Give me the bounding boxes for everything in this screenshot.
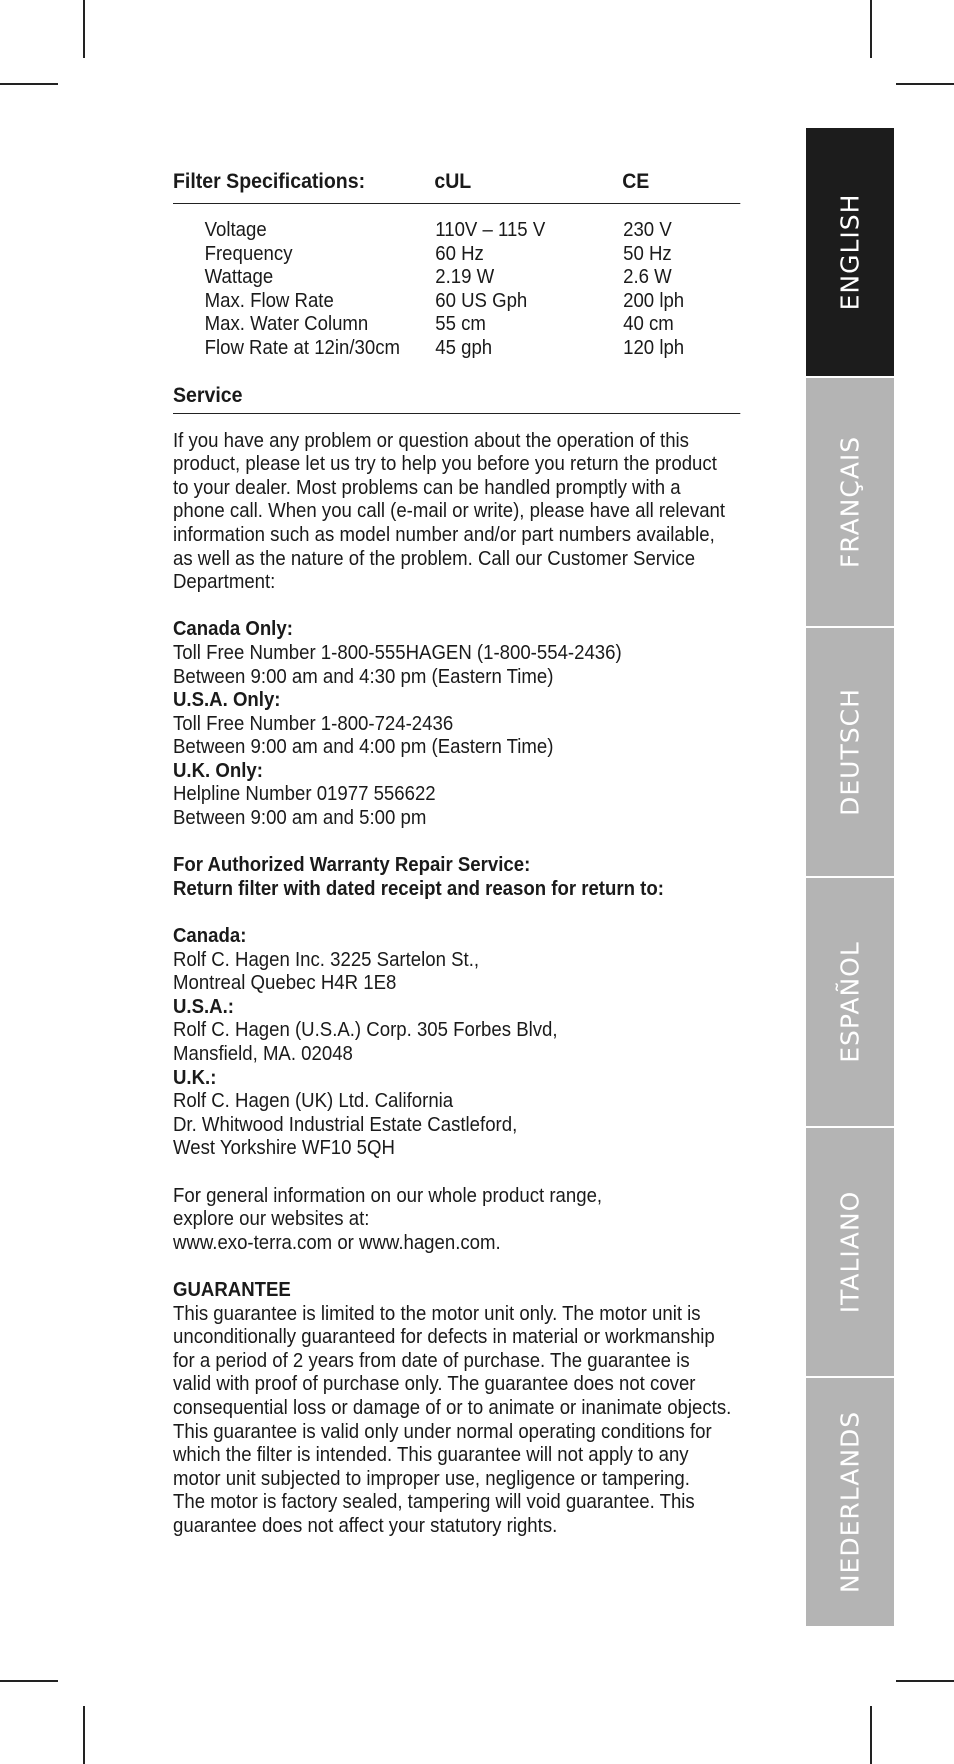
crop-mark-top-right-h <box>896 83 954 85</box>
tab-deutsch[interactable] <box>806 628 894 878</box>
spec-row <box>173 243 740 267</box>
canada-only-label: Canada Only: <box>173 618 293 641</box>
spec-ce-value: 50 Hz <box>623 242 672 265</box>
usa-contact: Toll Free Number 1-800-724-2436 Between 9:00 am and 4:00 pm (Eastern Time) <box>173 712 554 759</box>
spec-row <box>173 313 740 337</box>
spec-table <box>173 219 740 361</box>
spec-title: Filter Specifications: <box>173 170 366 193</box>
uk-address: Rolf C. Hagen (UK) Ltd. California Dr. Whitwood Industrial Estate Castleford, West Yorkshire WF10 5QH <box>173 1090 518 1160</box>
guarantee-text: This guarantee is limited to the motor unit only. The motor unit is unconditionally guaranteed for defects in material or workmanship for a period of 2 years from date of purchase. The guarantee is valid with proof of purchase only. The guarantee does not cover consequential loss or damage of or to animate or inanimate objects. This guarantee is valid only under normal operating conditions for which the filter is intended. This guarantee will not apply to any motor unit subjected to improper use, negligence or tampering. The motor is factory sealed, tampering will void guarantee. This guarantee does not affect your statutory rights. <box>173 1302 732 1537</box>
service-intro: If you have any problem or question about the operation of this product, please let us try to help you before you return the product to your dealer. Most problems can be handled promptly with a phone call. When you call (e-mail or write), please have all relevant information such as model number and/or part numbers available, as well as the nature of the problem. Call our Customer Service Department: <box>173 429 726 594</box>
tab-francais[interactable] <box>806 378 894 628</box>
spec-label: Max. Water Column <box>204 313 369 336</box>
spec-cul-value: 110V – 115 V <box>435 219 546 241</box>
spec-column-ce: CE <box>622 170 650 193</box>
service-title: Service <box>173 383 243 407</box>
canada-address: Rolf C. Hagen Inc. 3225 Sartelon St., Montreal Quebec H4R 1E8 <box>173 948 480 995</box>
spec-row <box>173 337 740 361</box>
spec-label: Max. Flow Rate <box>204 289 334 312</box>
tab-english[interactable] <box>806 128 894 378</box>
spec-label: Voltage <box>204 219 267 241</box>
spacer <box>173 1161 740 1185</box>
spacer <box>173 901 740 925</box>
usa-address-label: U.S.A.: <box>173 995 234 1018</box>
manual-page <box>173 170 740 1538</box>
spec-row <box>173 290 740 314</box>
spacer <box>173 595 740 619</box>
tab-label: ENGLISH <box>835 193 865 311</box>
canada-address-label: Canada: <box>173 925 247 948</box>
crop-mark-top-left-h <box>0 83 58 85</box>
spec-ce-value: 230 V <box>623 219 672 241</box>
spec-label: Wattage <box>204 266 274 289</box>
tab-label: NEDERLANDS <box>835 1410 865 1594</box>
spec-row <box>173 266 740 290</box>
crop-mark-bottom-left-h <box>0 1680 58 1682</box>
crop-mark-top-right-v <box>870 0 872 58</box>
spec-ce-value: 200 lph <box>623 289 685 312</box>
tab-label: FRANÇAIS <box>835 435 865 569</box>
tab-espanol[interactable] <box>806 878 894 1128</box>
crop-mark-bottom-right-v <box>870 1706 872 1764</box>
spacer <box>173 1255 740 1279</box>
tab-label: DEUTSCH <box>835 688 865 816</box>
spec-ce-value: 2.6 W <box>623 266 672 289</box>
spec-cul-value: 60 US Gph <box>435 289 528 312</box>
guarantee-title: GUARANTEE <box>173 1278 291 1301</box>
canada-contact: Toll Free Number 1-800-555HAGEN (1-800-554-2436) Between 9:00 am and 4:30 pm (Eastern Time) <box>173 641 622 688</box>
general-info: For general information on our whole product range, explore our websites at: www.exo-terra.com or www.hagen.com. <box>173 1184 603 1254</box>
tab-label: ESPAÑOL <box>835 941 865 1063</box>
usa-address: Rolf C. Hagen (U.S.A.) Corp. 305 Forbes Blvd, Mansfield, MA. 02048 <box>173 1019 558 1065</box>
spec-row <box>173 219 740 243</box>
spec-cul-value: 60 Hz <box>435 242 484 265</box>
spec-ce-value: 120 lph <box>623 336 685 359</box>
crop-mark-bottom-left-v <box>83 1706 85 1764</box>
spec-divider <box>173 203 740 204</box>
spec-table-header <box>173 170 740 194</box>
spec-cul-value: 45 gph <box>435 336 493 359</box>
crop-mark-top-left-v <box>83 0 85 58</box>
warranty-heading: For Authorized Warranty Repair Service: Return filter with dated receipt and reason for return to: <box>173 854 664 900</box>
spec-cul-value: 55 cm <box>435 313 486 336</box>
tab-label: ITALIANO <box>835 1190 865 1314</box>
language-tabs <box>806 128 894 1628</box>
service-divider <box>173 413 740 414</box>
uk-address-label: U.K.: <box>173 1066 217 1089</box>
spec-column-cul: cUL <box>434 170 472 193</box>
usa-only-label: U.S.A. Only: <box>173 689 281 712</box>
spec-ce-value: 40 cm <box>623 313 674 336</box>
uk-only-label: U.K. Only: <box>173 759 263 782</box>
spec-label: Flow Rate at 12in/30cm <box>204 336 401 359</box>
crop-mark-bottom-right-h <box>896 1680 954 1682</box>
tab-italiano[interactable] <box>806 1128 894 1378</box>
spacer <box>173 831 740 855</box>
uk-contact: Helpline Number 01977 556622 Between 9:00 am and 5:00 pm <box>173 783 436 830</box>
spec-cul-value: 2.19 W <box>435 266 495 289</box>
spec-label: Frequency <box>204 242 293 265</box>
tab-nederlands[interactable] <box>806 1378 894 1628</box>
